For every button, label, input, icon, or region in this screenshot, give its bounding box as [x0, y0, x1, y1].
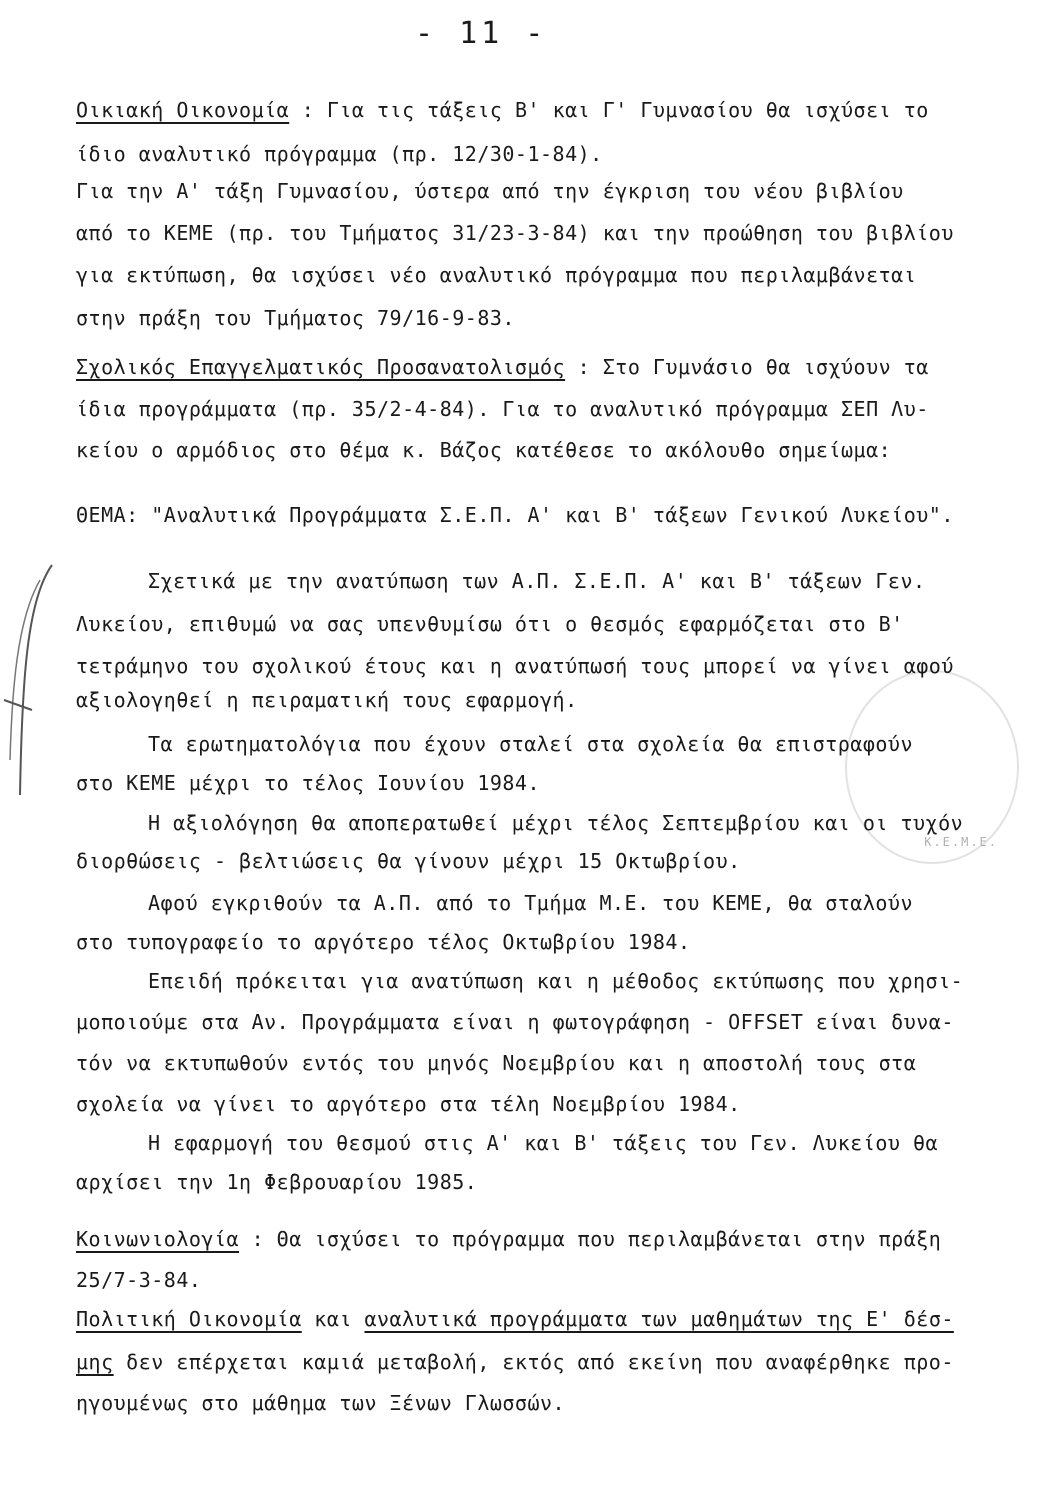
text-line-l20 — [76, 932, 691, 952]
body-text: στο ΚΕΜΕ μέχρι το τέλος Ιουνίου 1984. — [76, 771, 541, 795]
text-line-l2 — [76, 144, 603, 164]
body-text: Η εφαρμογή του θεσμού στις Α' και Β' τάξεις του Γεν. Λυκείου θα — [148, 1131, 939, 1155]
underlined-heading: Κοινωνιολογία — [76, 1227, 240, 1251]
text-line-l25 — [148, 1133, 938, 1153]
text-line-l22 — [76, 1012, 954, 1032]
body-text: ίδια προγράμματα (πρ. 35/2-4-84). Για το αναλυτικό πρόγραμμα ΣΕΠ Λυ- — [76, 397, 929, 421]
body-text: Αφού εγκριθούν τα Α.Π. από το Τμήμα Μ.Ε. του ΚΕΜΕ, θα σταλούν — [148, 891, 914, 915]
text-line-l1 — [76, 100, 929, 120]
body-text: : Για τις τάξεις Β' και Γ' Γυμνασίου θα ισχύσει το — [289, 98, 929, 122]
text-line-l10 — [76, 505, 954, 525]
page-number: - 11 - — [415, 16, 548, 51]
text-line-l14 — [76, 690, 578, 710]
text-line-l28 — [76, 1270, 201, 1290]
text-line-l29 — [76, 1309, 954, 1329]
body-text: από το ΚΕΜΕ (πρ. του Τμήματος 31/23-3-84) και την προώθηση του βιβλίου — [76, 221, 954, 245]
body-text: μοποιούμε στα Αν. Προγράμματα είναι η φωτογράφηση - OFFSET είναι δυνα- — [76, 1010, 954, 1034]
body-text: Τα ερωτηματολόγια που έχουν σταλεί στα σχολεία θα επιστραφούν — [148, 732, 914, 756]
stamp-text: K.E.M.E. — [924, 835, 998, 849]
text-line-l17 — [148, 813, 963, 833]
text-line-l24 — [76, 1094, 741, 1114]
underlined-heading: αναλυτικά προγράμματα των μαθημάτων της Ε' δέσ- — [364, 1307, 954, 1331]
text-line-l26 — [76, 1172, 477, 1192]
text-line-l16 — [76, 773, 540, 793]
body-text: 25/7-3-84. — [76, 1268, 202, 1292]
text-line-l31 — [76, 1393, 565, 1413]
body-text: τετράμηνο του σχολικού έτους και η ανατύπωσή τους μπορεί να γίνει αφού — [76, 654, 954, 678]
body-text: αξιολογηθεί η πειραματική τους εφαρμογή. — [76, 688, 578, 712]
body-text: ηγουμένως στο μάθημα των Ξένων Γλωσσών. — [76, 1391, 566, 1415]
margin-bracket-mark — [2, 560, 62, 800]
body-text: σχολεία να γίνει το αργότερο στα τέλη Νοεμβρίου 1984. — [76, 1092, 741, 1116]
text-line-l4 — [76, 223, 954, 243]
body-text: κείου ο αρμόδιος στο θέμα κ. Βάζος κατέθεσε το ακόλουθο σημείωμα: — [76, 438, 892, 462]
body-text: : Θα ισχύσει το πρόγραμμα που περιλαμβάνεται στην πράξη — [239, 1227, 942, 1251]
body-text: διορθώσεις - βελτιώσεις θα γίνουν μέχρι 15 Οκτωβρίου. — [76, 849, 741, 873]
underlined-heading: μης — [76, 1350, 114, 1374]
body-text: για εκτύπωση, θα ισχύσει νέο αναλυτικό πρόγραμμα που περιλαμβάνεται — [76, 263, 917, 287]
text-line-l23 — [76, 1053, 916, 1073]
body-text: Για την Α' τάξη Γυμνασίου, ύστερα από την έγκριση του νέου βιβλίου — [76, 179, 904, 203]
body-text: δεν επέρχεται καμιά μεταβολή, εκτός από εκείνη που αναφέρθηκε προ- — [113, 1350, 954, 1374]
text-line-l27 — [76, 1229, 941, 1249]
text-line-l19 — [148, 893, 913, 913]
text-line-l30 — [76, 1352, 954, 1372]
body-text: Επειδή πρόκειται για ανατύπωση και η μέθοδος εκτύπωσης που χρησι- — [148, 969, 964, 993]
text-line-l6 — [76, 308, 515, 328]
underlined-heading: Σχολικός Επαγγελματικός Προσανατολισμός — [76, 355, 566, 379]
text-line-l9 — [76, 440, 891, 460]
body-text: ΘΕΜΑ: "Αναλυτικά Προγράμματα Σ.Ε.Π. Α' και Β' τάξεων Γενικού Λυκείου". — [76, 503, 954, 527]
body-text: στο τυπογραφείο το αργότερο τέλος Οκτωβρίου 1984. — [76, 930, 691, 954]
text-line-l13 — [76, 656, 954, 676]
body-text: τόν να εκτυπωθούν εντός του μηνός Νοεμβρίου και η αποστολή τους στα — [76, 1051, 917, 1075]
text-line-l15 — [148, 734, 913, 754]
text-line-l7 — [76, 357, 929, 377]
body-text: στην πράξη του Τμήματος 79/16-9-83. — [76, 306, 515, 330]
body-text: Λυκείου, επιθυμώ να σας υπενθυμίσω ότι ο θεσμός εφαρμόζεται στο Β' — [76, 612, 904, 636]
underlined-heading: Οικιακή Οικονομία — [76, 98, 290, 122]
body-text: και — [301, 1307, 365, 1331]
text-line-l11 — [148, 571, 926, 591]
body-text: : Στο Γυμνάσιο θα ισχύουν τα — [565, 355, 929, 379]
body-text: ίδιο αναλυτικό πρόγραμμα (πρ. 12/30-1-84). — [76, 142, 603, 166]
text-line-l8 — [76, 399, 929, 419]
text-line-l5 — [76, 265, 916, 285]
body-text: Σχετικά με την ανατύπωση των Α.Π. Σ.Ε.Π. Α' και Β' τάξεων Γεν. — [148, 569, 926, 593]
underlined-heading: Πολιτική Οικονομία — [76, 1307, 302, 1331]
text-line-l12 — [76, 614, 904, 634]
text-line-l18 — [76, 851, 741, 871]
text-line-l21 — [148, 971, 963, 991]
body-text: Η αξιολόγηση θα αποπερατωθεί μέχρι τέλος Σεπτεμβρίου και οι τυχόν — [148, 811, 964, 835]
text-line-l3 — [76, 181, 904, 201]
body-text: αρχίσει την 1η Φεβρουαρίου 1985. — [76, 1170, 478, 1194]
